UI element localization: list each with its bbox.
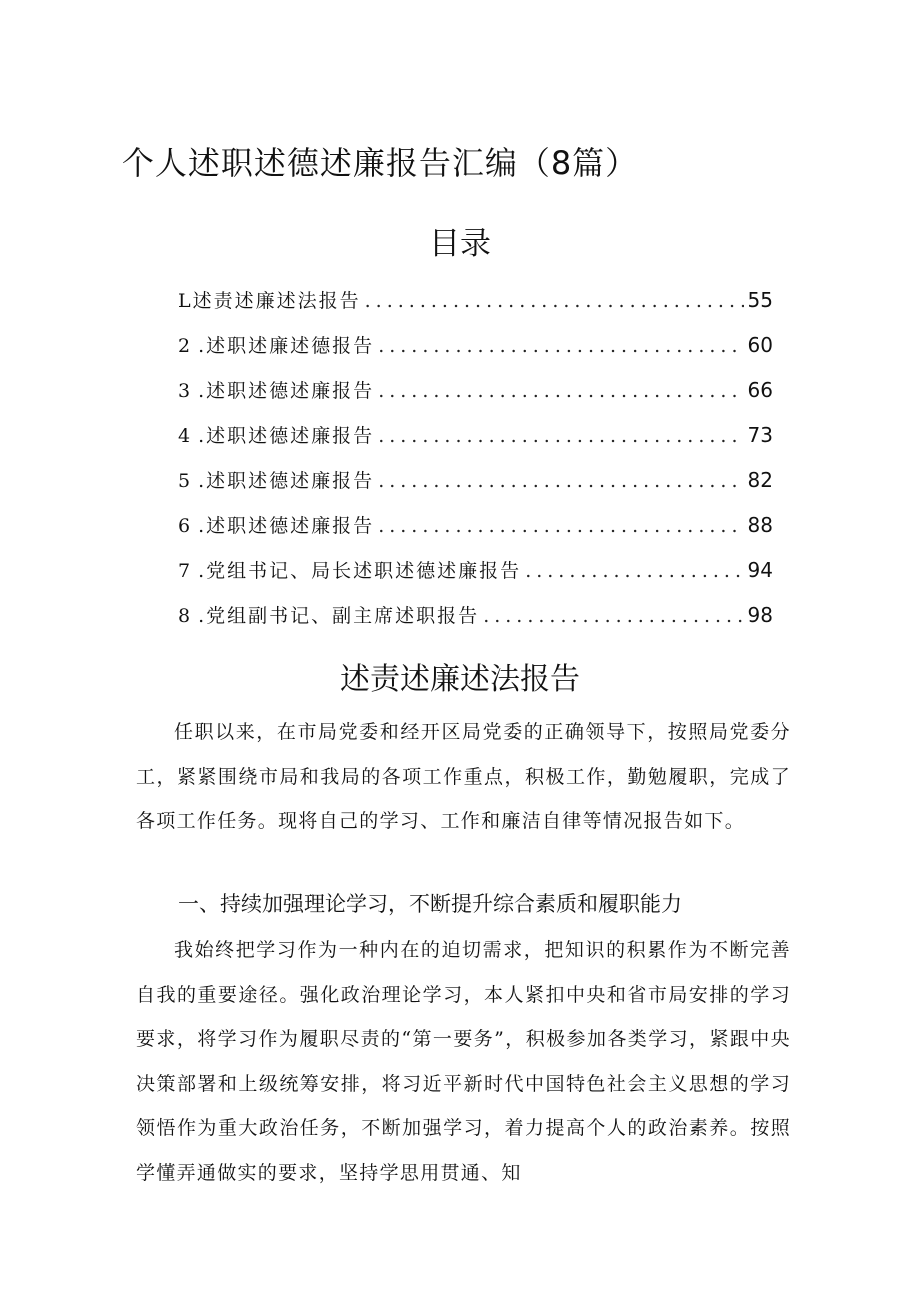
section-subheading: 一、持续加强理论学习，不断提升综合素质和履职能力 (178, 892, 682, 916)
toc-leader-dots (378, 373, 743, 409)
toc-entry-label: .述职述廉述德报告 (198, 335, 375, 357)
toc-leader-dots (525, 553, 743, 589)
toc-entry-page: 60 (747, 333, 773, 357)
toc-leader-dots (378, 418, 743, 454)
toc-heading: 目录 (429, 226, 491, 262)
toc-leader-dots (378, 508, 743, 544)
toc-entry[interactable] (178, 552, 773, 597)
toc-entry-page: 98 (747, 603, 773, 627)
toc-entry[interactable] (178, 507, 773, 552)
toc-entry-page: 94 (747, 558, 773, 582)
body-paragraph: 任职以来，在市局党委和经开区局党委的正确领导下，按照局党委分工，紧紧围绕市局和我局的各项工作重点，积极工作，勤勉履职，完成了各项工作任务。现将自己的学习、工作和廉洁自律等情况报告如下。 (136, 721, 791, 833)
toc-entry[interactable] (178, 327, 773, 372)
toc-leader-dots (365, 283, 744, 319)
toc-entry-page: 66 (747, 378, 773, 402)
toc-entry[interactable] (178, 597, 773, 642)
toc-entry-number: L (178, 290, 193, 312)
toc-entry-label: .述职述德述廉报告 (198, 425, 375, 447)
toc-entry-label: .党组书记、局长述职述德述廉报告 (198, 560, 522, 582)
toc-entry-number: 5 (178, 470, 193, 492)
toc-entry-page: 82 (747, 468, 773, 492)
toc-entry-label: .党组副书记、副主席述职报告 (198, 605, 480, 627)
document-title: 个人述职述德述廉报告汇编（8篇） (121, 144, 639, 182)
toc-entry-label: .述职述德述廉报告 (198, 470, 375, 492)
toc-entry-page: 55 (747, 288, 773, 312)
toc-entry-number: 7 (178, 560, 193, 582)
toc-entry[interactable] (178, 282, 773, 327)
toc-entry[interactable] (178, 462, 773, 507)
toc-leader-dots (378, 463, 743, 499)
body-paragraph: 我始终把学习作为一种内在的迫切需求，把知识的积累作为不断完善自我的重要途径。强化政治理论学习，本人紧扣中央和省市局安排的学习要求，将学习作为履职尽责的“第一要务”，积极参加各类学习，紧跟中央决策部署和上级统筹安排，将习近平新时代中国特色社会主义思想的学习领悟作为重大政治任务，不断加强学习，着力提高个人的政治素养。按照学懂弄通做实的要求，坚持学思用贯通、知 (136, 939, 791, 1184)
toc-leader-dots (483, 598, 743, 634)
toc-entry-number: 3 (178, 380, 193, 402)
toc-entry-number: 6 (178, 515, 193, 537)
section-title: 述责述廉述法报告 (340, 662, 580, 697)
toc-entry-number: 2 (178, 335, 193, 357)
toc-entry-number: 8 (178, 605, 193, 627)
toc-entry[interactable] (178, 417, 773, 462)
toc-entry-label: 述责述廉述法报告 (192, 290, 361, 312)
toc-entry-label: .述职述德述廉报告 (198, 515, 375, 537)
toc-entry-number: 4 (178, 425, 193, 447)
toc-leader-dots (378, 328, 743, 364)
toc-entry-label: .述职述德述廉报告 (198, 380, 375, 402)
toc-entry-page: 88 (747, 513, 773, 537)
table-of-contents (178, 282, 773, 642)
toc-entry[interactable] (178, 372, 773, 417)
toc-entry-page: 73 (747, 423, 773, 447)
